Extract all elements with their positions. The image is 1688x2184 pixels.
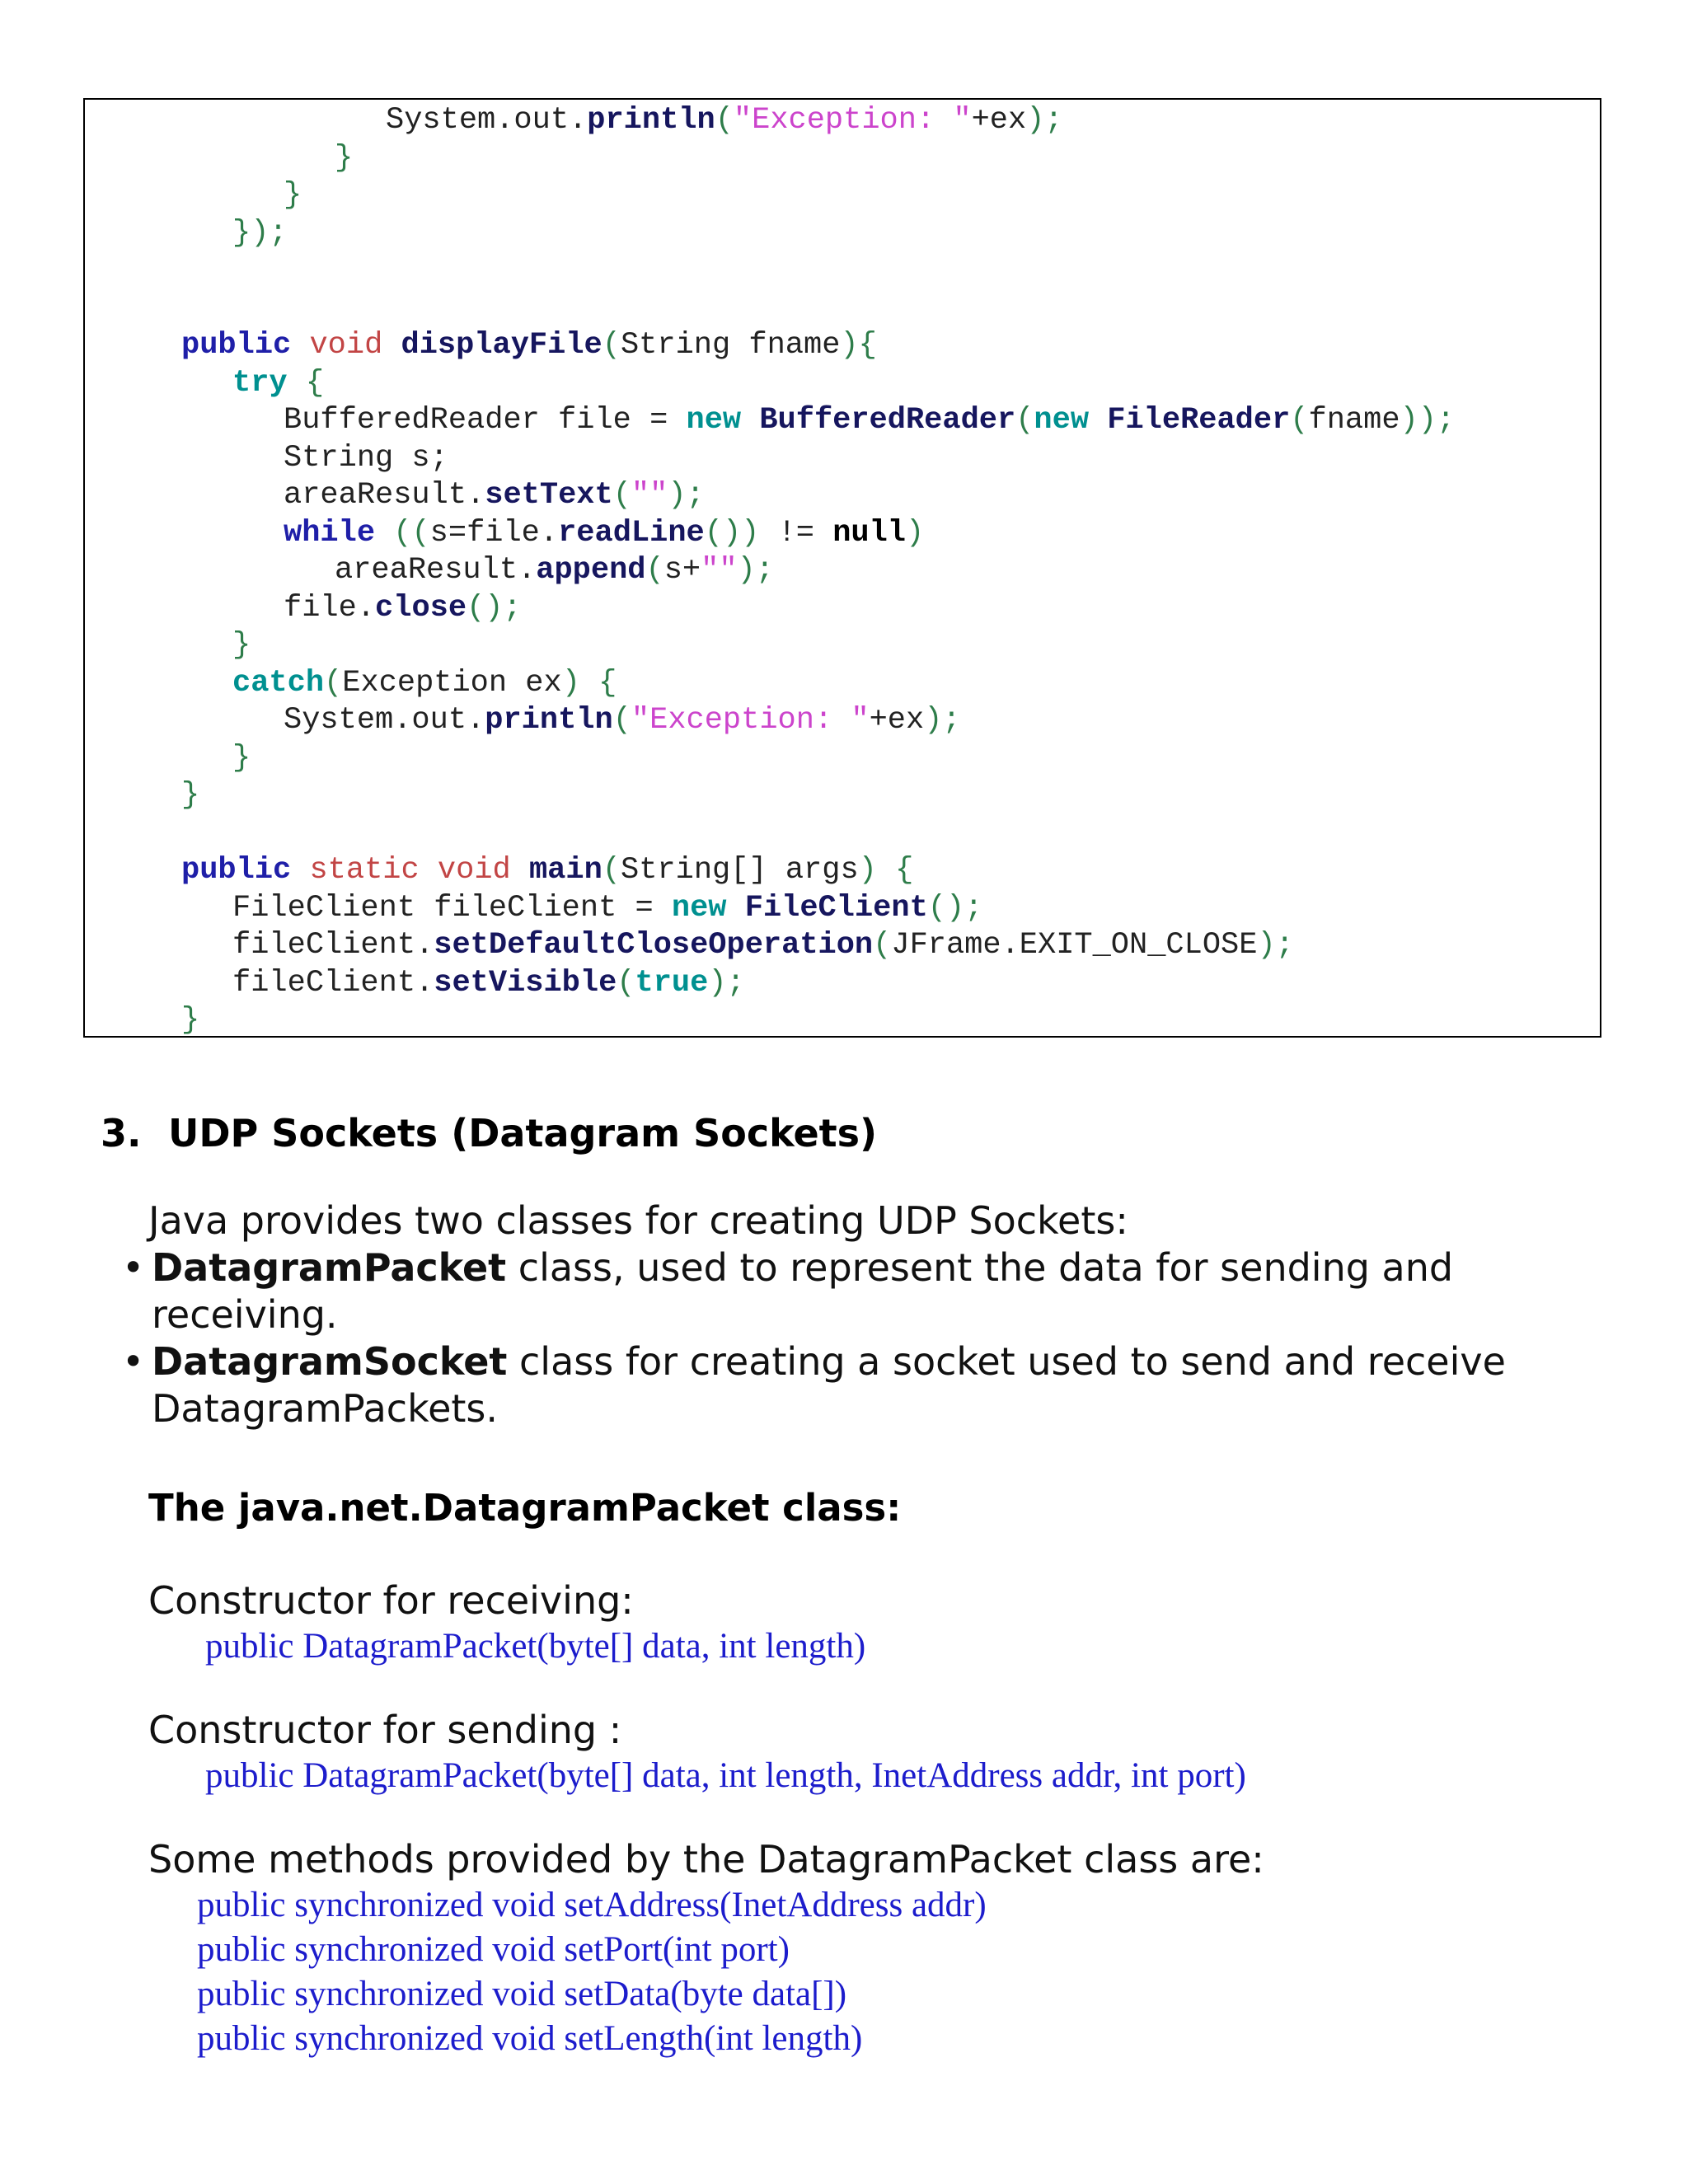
bullet-text: class, used to represent the data for sending and receiving. [152,1245,1454,1337]
code-token: String s; [284,440,448,476]
code-line [284,589,522,627]
code-token: ( [715,103,734,138]
code-line [181,1001,199,1038]
code-token: } [181,778,200,813]
code-token: ); [737,553,774,588]
code-line [284,439,448,477]
code-token [1089,403,1107,438]
code-token: "" [701,553,738,588]
code-token: } [335,140,354,176]
code-token: )); [1400,403,1456,438]
method-set-port: public synchronized void setPort(int port) [197,1930,790,1969]
code-line [232,889,982,927]
code-token: ( [602,853,621,888]
code-token: ) [858,853,877,888]
code-token [291,328,309,363]
code-token: fname [1308,403,1400,438]
methods-label: Some methods provided by the DatagramPacket class are: [148,1837,1264,1882]
code-token: null [832,515,907,551]
code-token: System.out. [386,103,588,138]
code-token: { [579,665,617,701]
code-token: String[] args [621,853,859,888]
code-token: System.out. [284,703,485,738]
code-token: ); [1026,103,1063,138]
code-token: ( [617,965,635,1001]
class-subheading: The java.net.DatagramPacket class: [148,1486,902,1530]
code-token: println [485,703,613,738]
code-token: "Exception: " [733,103,972,138]
code-token: true [635,965,709,1001]
code-line [335,551,774,589]
sending-constructor: public DatagramPacket(byte[] data, int length, InetAddress addr, int port) [205,1756,1246,1795]
bullet-bold: DatagramSocket [152,1339,508,1384]
code-line [232,214,288,252]
code-token: public [181,853,292,888]
code-line [232,964,745,1002]
code-line [386,101,1063,139]
code-token [511,853,529,888]
code-token: setText [485,478,613,513]
code-token: s=file. [429,515,559,551]
code-token: ( [612,478,631,513]
code-token: while [284,515,376,551]
code-token [382,328,401,363]
code-token: file. [284,590,376,626]
code-token: FileClient fileClient = [232,890,672,926]
bullet-icon: • [122,1339,145,1384]
code-token: close [375,590,467,626]
code-token: new [1034,403,1090,438]
code-token: ( [645,553,664,588]
code-token: } [284,178,302,213]
code-line [181,851,913,889]
code-line [232,664,617,702]
code-token: static [309,853,420,888]
code-token [420,853,438,888]
code-line [181,326,877,364]
code-token: +ex [971,103,1027,138]
code-token: ); [668,478,705,513]
code-token: setDefaultCloseOperation [434,928,874,963]
section-number: 3. [101,1111,142,1155]
code-token: } [181,1003,200,1038]
code-token [291,853,309,888]
code-token: FileReader [1107,403,1291,438]
bullet-datagram-socket [122,1338,1586,1432]
code-line [232,626,251,664]
code-token: +ex [869,703,925,738]
code-token: ); [1257,928,1294,963]
code-token: catch [232,665,325,701]
code-token: }); [232,215,288,251]
code-token: JFrame.EXIT_ON_CLOSE [891,928,1258,963]
code-token: new [686,403,742,438]
code-token: } [232,628,251,663]
intro-text: Java provides two classes for creating UDP Sockets: [148,1198,1128,1243]
code-block [83,98,1601,1038]
code-line [284,476,705,514]
code-token: ); [708,965,745,1001]
code-line [284,401,1455,439]
method-set-data: public synchronized void setData(byte data[]) [197,1975,847,2013]
code-token: (); [467,590,522,626]
code-token: (); [927,890,983,926]
code-token: ); [924,703,961,738]
code-token: try [232,365,288,401]
code-token: String fname [620,328,841,363]
code-token: BufferedReader [759,403,1016,438]
bullet-icon: • [122,1245,145,1290]
bullet-bold: DatagramPacket [152,1245,507,1290]
receiving-label: Constructor for receiving: [148,1578,634,1623]
code-line [232,739,251,777]
code-token: ( [873,928,892,963]
code-token: != [759,515,833,551]
method-set-length: public synchronized void setLength(int length) [197,2019,863,2058]
code-token: ) [906,515,925,551]
code-token: fileClient. [232,965,434,1001]
code-token: ( [612,703,631,738]
sending-label: Constructor for sending : [148,1708,622,1752]
code-token: readLine [558,515,705,551]
code-token: ( [324,665,343,701]
code-token: } [232,740,251,776]
code-token [727,891,745,926]
code-token: append [536,553,646,588]
code-token: ){ [840,328,877,363]
code-token: { [876,853,914,888]
code-token: (( [375,515,430,551]
code-token: void [437,853,511,888]
code-token: displayFile [401,328,603,363]
code-token: main [528,853,603,888]
code-token: ()) [704,515,760,551]
bullet-text: class for creating a socket used to send and receive DatagramPackets. [152,1339,1506,1431]
code-line [284,514,924,552]
code-token: areaResult. [335,553,537,588]
bullet-datagram-packet [122,1244,1553,1338]
code-token: void [309,328,383,363]
section-heading [101,1111,877,1155]
code-token [741,403,759,438]
code-token: ( [602,328,621,363]
code-token: fileClient. [232,928,434,963]
code-line [232,926,1294,964]
method-set-address: public synchronized void setAddress(InetAddress addr) [197,1886,987,1924]
code-token: new [671,890,727,926]
receiving-constructor: public DatagramPacket(byte[] data, int length) [205,1627,866,1666]
code-token: Exception ex [342,665,562,701]
code-token: "" [631,478,668,513]
code-line [284,176,302,214]
code-token: s+ [663,553,701,588]
code-token: BufferedReader file = [284,403,687,438]
code-token: ( [1290,403,1309,438]
section-title: UDP Sockets (Datagram Sockets) [168,1111,878,1155]
code-token: { [287,365,325,401]
code-token: println [587,103,715,138]
code-token: FileClient [744,890,928,926]
code-token: ( [1015,403,1034,438]
code-token: "Exception: " [631,703,870,738]
code-line [181,776,199,814]
code-line [335,139,353,177]
code-token: public [181,328,292,363]
code-token: setVisible [434,965,617,1001]
code-token: ) [561,665,580,701]
code-line [284,701,961,739]
code-token: areaResult. [284,478,485,513]
code-line [232,364,324,402]
